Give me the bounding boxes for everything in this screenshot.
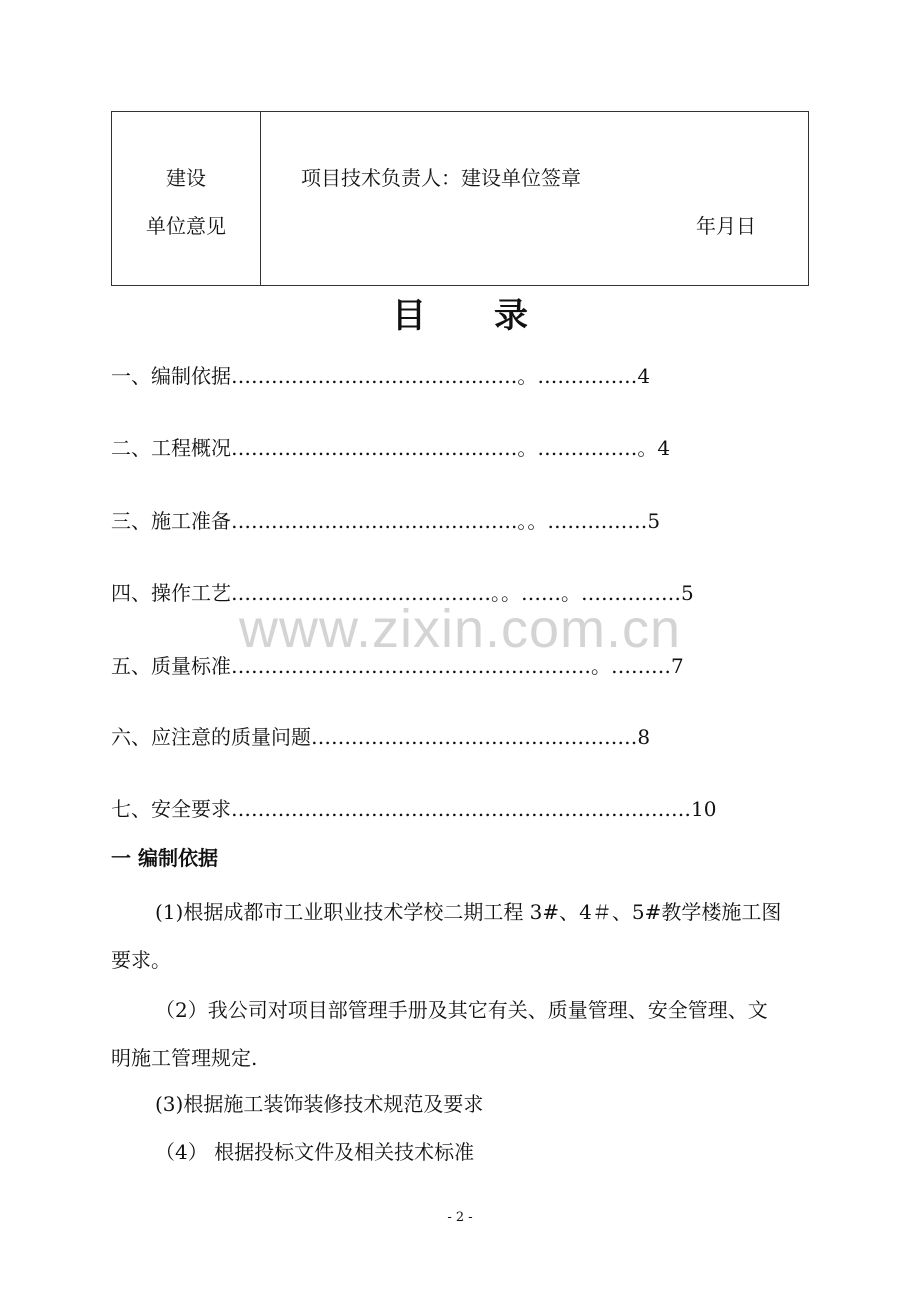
paragraph-line: 明施工管理规定.	[111, 1046, 258, 1070]
label-cell	[112, 112, 261, 285]
toc-item[interactable]: 一、编制依据……………………………….……。……………4	[111, 364, 651, 388]
paragraph-line: （4） 根据投标文件及相关技术标准	[155, 1140, 475, 1164]
paragraph-line: 要求。	[111, 948, 171, 972]
paragraph-line: (3)根据施工装饰装修技术规范及要求	[155, 1092, 484, 1116]
approval-table	[111, 111, 809, 286]
label-line-2: 单位意见	[146, 214, 226, 238]
toc-item[interactable]: 四、操作工艺…………………………………。。……。……………5	[111, 581, 694, 605]
section-heading: 一 编制依据	[111, 846, 218, 870]
toc-title: 目录	[392, 296, 596, 336]
watermark: www.zixin.com.cn	[238, 599, 682, 659]
toc-item[interactable]: 三、施工准备…………………………………….。。……………5	[111, 509, 661, 533]
page-number: - 2 -	[447, 1210, 473, 1225]
toc-item[interactable]: 六、应注意的质量问题……………………………….…………8	[111, 725, 651, 749]
signer-line: 项目技术负责人：建设单位签章	[301, 166, 581, 190]
toc-item[interactable]: 二、工程概况……………………………….……。……………。4	[111, 436, 671, 460]
label-line-1: 建设	[166, 166, 206, 190]
paragraph-line: (1)根据成都市工业职业技术学校二期工程 3#、4＃、5#教学楼施工图	[155, 900, 782, 924]
content-cell	[261, 112, 808, 285]
paragraph-line: （2）我公司对项目部管理手册及其它有关、质量管理、安全管理、文	[155, 998, 768, 1022]
toc-item[interactable]: 五、质量标准………………………………………………。………7	[111, 654, 684, 678]
date-line: 年月日	[696, 214, 756, 238]
toc-item[interactable]: 七、安全要求……………………………………………………………10	[111, 797, 717, 821]
